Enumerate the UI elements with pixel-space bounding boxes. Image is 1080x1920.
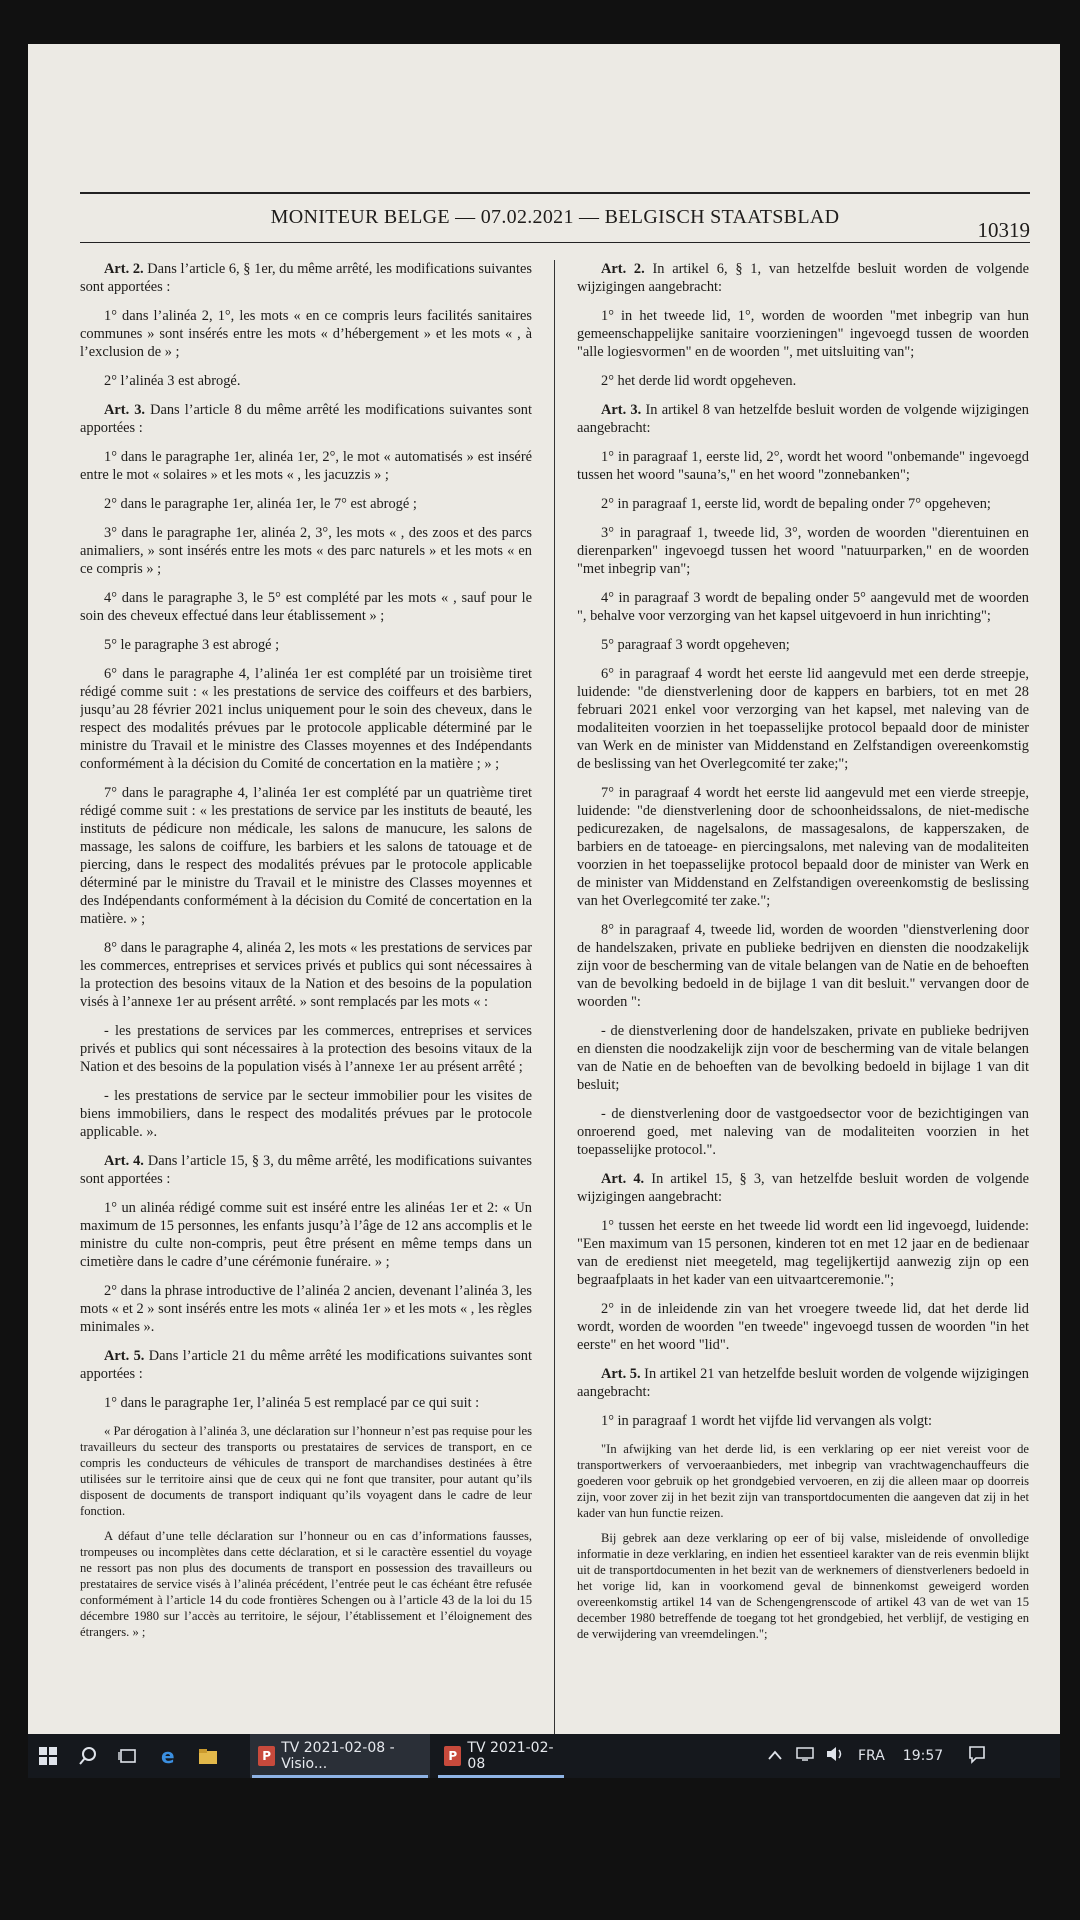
windows-start-icon[interactable] <box>28 1734 68 1778</box>
paragraph-text: 2° dans la phrase introductive de l’alinéa 2 ancien, devenant l’alinéa 3, les mots « et 2 » sont insérés entre les mots « alinéa 1er » et les mots « , les règles minimales ». <box>80 1283 532 1335</box>
paragraph <box>80 307 532 361</box>
notification-icon[interactable] <box>967 1744 987 1768</box>
article-label: Art. 5. <box>104 1348 145 1364</box>
document-page <box>80 146 1030 1746</box>
paragraph-text: - de dienstverlening door de vastgoedsector voor de bezichtigingen van onroerend goed, met naleving van de modaliteiten voorzien in het toepasselijke protocol.". <box>577 1106 1029 1158</box>
edge-browser-icon[interactable] <box>148 1734 188 1778</box>
paragraph <box>80 495 532 513</box>
network-icon[interactable] <box>796 1747 814 1765</box>
volume-icon[interactable] <box>826 1746 846 1766</box>
paragraph-text: In artikel 15, § 3, van hetzelfde besluit worden de volgende wijzigingen aangebracht: <box>577 1171 1029 1205</box>
paragraph <box>80 784 532 928</box>
paragraph <box>80 1528 532 1640</box>
file-explorer-icon[interactable] <box>188 1734 228 1778</box>
paragraph-text: « Par dérogation à l’alinéa 3, une déclaration sur l’honneur n’est pas requise pour les travailleurs du secteur des transports ou prestataires de services de transport, en ce compris les conducteurs de véhicules de transport de marchandises destinées à être utilisées sur le territoire ainsi que de ceux qui ne font que transiter, pour autant qu’ils disposent de documents de transport indiquant qu’ils voyagent dans le cadre de leur fonction. <box>80 1424 532 1518</box>
paragraph-text: 6° in paragraaf 4 wordt het eerste lid aangevuld met een derde streepje, luidende: "de dienstverlening door de kappers en barbiers, tot en met 28 februari 2021 enkel voor verzorging van het kapsel, met naleving van de modaliteiten voorzien in het toepasselijke protocol bepaald door de minister van Werk en de minister van Middenstand en Zelfstandigen overeenkomstig de beslissing van het Overlegcomité ter zake;"; <box>577 666 1029 772</box>
column-divider <box>554 260 555 1736</box>
taskbar-app-visio[interactable] <box>250 1734 430 1778</box>
paragraph <box>80 448 532 484</box>
paragraph <box>577 1300 1029 1354</box>
page-header-title: MONITEUR BELGE — 07.02.2021 — BELGISCH STAATSBLAD <box>270 206 840 228</box>
article-heading-paragraph <box>80 1152 532 1188</box>
french-column <box>80 260 532 1746</box>
paragraph-text: Dans l’article 6, § 1er, du même arrêté, les modifications suivantes sont apportées : <box>80 261 532 295</box>
paragraph-text: In artikel 6, § 1, van hetzelfde besluit worden de volgende wijzigingen aangebracht: <box>577 261 1029 295</box>
paragraph <box>577 921 1029 1011</box>
paragraph <box>577 784 1029 910</box>
article-label: Art. 4. <box>104 1153 144 1169</box>
article-heading-paragraph <box>577 260 1029 296</box>
paragraph-text: 2° in de inleidende zin van het vroegere tweede lid, dat het derde lid wordt, worden de woorden "en tweede" ingevoegd tussen de woorden "in het eerste" en het woord "lid". <box>577 1301 1029 1353</box>
paragraph-text: 3° dans le paragraphe 1er, alinéa 2, 3°, les mots « , des zoos et des parcs animaliers, » sont insérés entre les mots « des parc naturels » et les mots « en ce compris » ; <box>80 525 532 577</box>
paragraph-text: 1° un alinéa rédigé comme suit est inséré entre les alinéas 1er et 2: « Un maximum de 15 personnes, les enfants jusqu’à l’âge de 12 ans accomplis et le ministre du culte non-compris, peut être présent en même temps dans un cimetière dans le cadre d’une cérémonie funéraire. » ; <box>80 1200 532 1270</box>
paragraph <box>80 665 532 773</box>
paragraph <box>80 939 532 1011</box>
paragraph <box>80 1282 532 1336</box>
paragraph-text: 1° dans le paragraphe 1er, l’alinéa 5 est remplacé par ce qui suit : <box>104 1395 480 1411</box>
dutch-column <box>577 260 1029 1746</box>
paragraph-text: 2° in paragraaf 1, eerste lid, wordt de bepaling onder 7° opgeheven; <box>601 496 991 512</box>
paragraph-text: 5° le paragraphe 3 est abrogé ; <box>104 637 280 653</box>
article-label: Art. 3. <box>601 402 642 418</box>
paragraph-text: 8° in paragraaf 4, tweede lid, worden de woorden "dienstverlening door de handelszaken, private en publieke bedrijven en diensten die noodzakelijk zijn voor de bescherming van de vitale belangen van de Natie en de behoeften van de bevolking bedoeld in de bijlage 1 van dit besluit." vervangen door de woorden ": <box>577 922 1029 1010</box>
paragraph-text: 1° in paragraaf 1, eerste lid, 2°, wordt het woord "onbemande" ingevoegd tussen het woord "sauna’s," en het woord "zonnebanken"; <box>577 449 1029 483</box>
clock[interactable]: 19:57 <box>902 1748 944 1764</box>
paragraph <box>577 1217 1029 1289</box>
paragraph-text: - les prestations de service par le secteur immobilier pour les visites de biens immobiliers, dans le respect des modalités prévues par le protocole applicable. ». <box>80 1088 532 1140</box>
system-tray <box>768 1734 987 1778</box>
article-label: Art. 2. <box>104 261 144 277</box>
paragraph-text: 1° in het tweede lid, 1°, worden de woorden "met inbegrip van hun gemeenschappelijke sanitaire voorzieningen" ingevoegd tussen de woorden "alle logiesvormen" en de woorden ", met uitsluiting van"; <box>577 308 1029 360</box>
paragraph-text: Dans l’article 8 du même arrêté les modifications suivantes sont apportées : <box>80 402 532 436</box>
article-heading-paragraph <box>80 1347 532 1383</box>
paragraph <box>577 524 1029 578</box>
paragraph-text: 5° paragraaf 3 wordt opgeheven; <box>601 637 790 653</box>
paragraph-text: 7° dans le paragraphe 4, l’alinéa 1er est complété par un quatrième tiret rédigé comme suit : « les prestations de service par les instituts de beauté, les instituts de pédicure non médicale, les salons de manucure, les salons de massage, les salons de coiffure, les barbiers et les salons de tatouage et de piercing, dans le respect des modalités prévues par le protocole applicable déterminé par le ministre du Travail et le ministre des Classes moyennes et des Indépendants conformément à la décision du Comité de concertation en la matière. » ; <box>80 785 532 927</box>
paragraph <box>577 307 1029 361</box>
paragraph <box>80 1394 532 1412</box>
search-icon[interactable] <box>68 1734 108 1778</box>
language-indicator[interactable]: FRA <box>858 1748 885 1764</box>
svg-text:e: e <box>161 1745 175 1767</box>
paragraph <box>577 448 1029 484</box>
paragraph-text: "In afwijking van het derde lid, is een verklaring op eer niet vereist voor de transportwerkers of vervoeraanbieders, met inbegrip van vrachtwagenchauffeurs die goederen voor gebruik op het grondgebied vervoeren, en zij die alleen maar op doorreis zijn, voor zover zij in het bezit zijn van transportdocumenten die aangeven dat zij in het kader van hun functie reizen. <box>577 1442 1029 1520</box>
paragraph <box>577 636 1029 654</box>
paragraph <box>577 1105 1029 1159</box>
paragraph-text: 2° l’alinéa 3 est abrogé. <box>104 373 241 389</box>
article-label: Art. 5. <box>601 1366 641 1382</box>
paragraph <box>80 372 532 390</box>
paragraph-text: 6° dans le paragraphe 4, l’alinéa 1er est complété par un troisième tiret rédigé comme suit : « les prestations de service des coiffeurs et des barbiers, jusqu’au 28 février 2021 inclus uniquement pour le soin des cheveux, dans le respect des modalités prévues par le protocole applicable déterminé par le ministre du Travail et le ministre des Classes moyennes et des Indépendants conformément à la décision du Comité de concertation en la matière ; » ; <box>80 666 532 772</box>
paragraph-text: In artikel 8 van hetzelfde besluit worden de volgende wijzigingen aangebracht: <box>577 402 1029 436</box>
paragraph-text: Dans l’article 15, § 3, du même arrêté, les modifications suivantes sont apportées : <box>80 1153 532 1187</box>
paragraph <box>80 1087 532 1141</box>
paragraph <box>80 1199 532 1271</box>
taskbar-app-tv[interactable] <box>436 1734 566 1778</box>
paragraph-text: Dans l’article 21 du même arrêté les modifications suivantes sont apportées : <box>80 1348 532 1382</box>
article-label: Art. 3. <box>104 402 146 418</box>
article-heading-paragraph <box>577 401 1029 437</box>
paragraph <box>577 1022 1029 1094</box>
pdf-viewer-icon: P <box>258 1746 275 1766</box>
pdf-viewer-icon: P <box>444 1746 461 1766</box>
paragraph <box>577 1530 1029 1642</box>
paragraph <box>577 372 1029 390</box>
paragraph <box>577 1441 1029 1521</box>
paragraph-text: 1° tussen het eerste en het tweede lid wordt een lid ingevoegd, luidende: "Een maximum van 15 personen, kinderen tot en met 12 jaar en de bedienaar van de eredienst niet meegeteld, mag tegelijkertijd aanwezig zijn op een begraafplaats in het kader van een uitvaartceremonie."; <box>577 1218 1029 1288</box>
paragraph-text: In artikel 21 van hetzelfde besluit worden de volgende wijzigingen aangebracht: <box>577 1366 1029 1400</box>
paragraph-text: 2° het derde lid wordt opgeheven. <box>601 373 797 389</box>
paragraph <box>80 636 532 654</box>
header-rule-top <box>80 192 1030 194</box>
page-number: 10319 <box>977 218 1030 242</box>
paragraph-text: 4° dans le paragraphe 3, le 5° est complété par les mots « , sauf pour le soin des cheveux effectué dans leur établissement » ; <box>80 590 532 624</box>
paragraph <box>577 589 1029 625</box>
paragraph <box>577 1412 1029 1430</box>
paragraph-text: 1° in paragraaf 1 wordt het vijfde lid vervangen als volgt: <box>601 1413 933 1429</box>
task-view-icon[interactable] <box>108 1734 148 1778</box>
article-heading-paragraph <box>80 260 532 296</box>
article-heading-paragraph <box>577 1365 1029 1401</box>
taskbar-app-label: TV 2021-02-08 <box>467 1740 554 1772</box>
paragraph-text: 7° in paragraaf 4 wordt het eerste lid aangevuld met een vierde streepje, luidende: "de dienstverlening door de schoonheidssalons, de niet-medische pedicurezaken, de nagelsalons, de massagesalons, de kapperszaken, de barbiers en de tatoeage- en piercingsalons, met naleving van de modaliteiten voorzien in het toepasselijke protocol bepaald door de minister van Werk en de minister van Middenstand en Zelfstandigen overeenkomstig de beslissing van het Overlegcomité ter zake."; <box>577 785 1029 909</box>
chevron-up-icon[interactable] <box>768 1748 782 1764</box>
paragraph <box>80 589 532 625</box>
header-rule-bottom <box>80 242 1030 243</box>
paragraph-text: 8° dans le paragraphe 4, alinéa 2, les mots « les prestations de services par les commerces, entreprises et services privés et publics qui sont nécessaires à la protection des besoins vitaux de la Nation et des besoins de la population visés à l’annexe 1er au présent arrêté. » sont remplacés par les mots « : <box>80 940 532 1010</box>
paragraph <box>80 1423 532 1519</box>
paragraph-text: 3° in paragraaf 1, tweede lid, 3°, worden de woorden "dierentuinen en dierenparken" ingevoegd tussen het woord "natuurparken," en de woorden "met inbegrip van"; <box>577 525 1029 577</box>
paragraph <box>80 1022 532 1076</box>
paragraph <box>577 495 1029 513</box>
article-heading-paragraph <box>577 1170 1029 1206</box>
article-label: Art. 2. <box>601 261 645 277</box>
article-label: Art. 4. <box>601 1171 645 1187</box>
document-viewer-screen <box>28 44 1060 1759</box>
paragraph-text: 4° in paragraaf 3 wordt de bepaling onder 5° aangevuld met de woorden ", behalve voor verzorging van het kapsel uitgevoerd in hun inrichting"; <box>577 590 1029 624</box>
paragraph-text: - les prestations de services par les commerces, entreprises et services privés et publics qui sont nécessaires à la protection des besoins vitaux de la Nation et des besoins de la population visés à l’annexe 1er au présent arrêté ; <box>80 1023 532 1075</box>
paragraph-text: A défaut d’une telle déclaration sur l’honneur ou en cas d’informations fausses, trompeuses ou incomplètes dans cette déclaration, et si le caractère essentiel du voyage ne ressort pas non plus des documents de transport en possession des travailleurs ou prestataires de service visés à l’alinéa précédent, l’entrée peut le cas échéant être refusée conformément à l’article 14 du code frontières Schengen ou à l’article 43 de la loi du 15 décembre 1980 sur l’accès au territoire, le séjour, l’établissement et l’éloignement des étrangers. » ; <box>80 1529 532 1639</box>
active-indicator <box>252 1775 428 1778</box>
paragraph-text: 1° dans l’alinéa 2, 1°, les mots « en ce compris leurs facilités sanitaires communes » sont insérés entre les mots « d’hébergement » et les mots « , à l’exclusion de » ; <box>80 308 532 360</box>
taskbar <box>28 1734 1060 1778</box>
paragraph-text: 2° dans le paragraphe 1er, alinéa 1er, le 7° est abrogé ; <box>104 496 417 512</box>
paragraph-text: Bij gebrek aan deze verklaring op eer of bij valse, misleidende of onvolledige informatie in deze verklaring, en indien het essentieel karakter van de reis evenmin blijkt uit de transportdocumenten in het bezit van de werknemers of dienstverleners bedoeld in het vorige lid, kan in voorkomend geval de binnenkomst geweigerd worden overeenkomstig artikel 14 van de Schengengrenscode of artikel 43 van de wet van 15 december 1980 betreffende de toegang tot het grondgebied, het verblijf, de vestiging en de verwijdering van vreemdelingen."; <box>577 1531 1029 1641</box>
paragraph-text: - de dienstverlening door de handelszaken, private en publieke bedrijven en diensten die noodzakelijk zijn voor de bescherming van de vitale belangen van de Natie en de behoeften van de bevolking bedoeld in bijlage 1 van dit besluit; <box>577 1023 1029 1093</box>
article-heading-paragraph <box>80 401 532 437</box>
open-indicator <box>438 1775 564 1778</box>
taskbar-app-label: TV 2021-02-08 - Visio... <box>281 1740 395 1772</box>
paragraph <box>80 524 532 578</box>
paragraph-text: 1° dans le paragraphe 1er, alinéa 1er, 2°, le mot « automatisés » est inséré entre le mot « solaires » et les mots « , les jacuzzis » ; <box>80 449 532 483</box>
paragraph <box>577 665 1029 773</box>
